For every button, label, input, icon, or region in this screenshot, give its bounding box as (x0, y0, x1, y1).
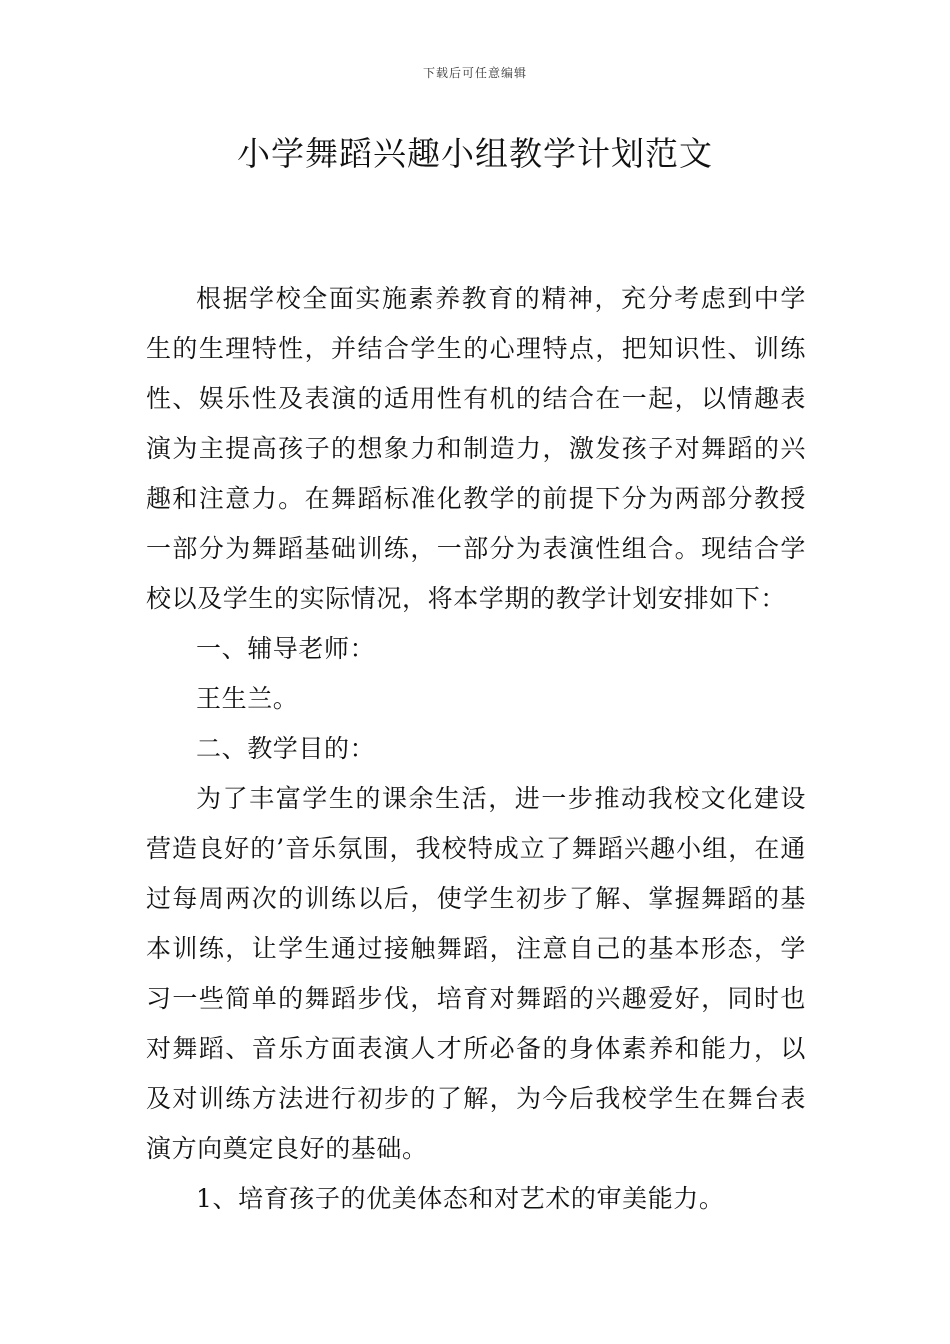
document-body (146, 274, 806, 1224)
paragraph-instructor-name: 王生兰。 (196, 684, 299, 713)
section-heading-instructor: 一、辅导老师： (196, 634, 376, 663)
document-title: 小学舞蹈兴趣小组教学计划范文 (237, 134, 713, 173)
paragraph-teaching-goal: 为了丰富学生的课余生活，进一步推动我校文化建设营造良好的’音乐氛围，我校特成立了舞蹈兴趣小组，在通过每周两次的训练以后，使学生初步了解、掌握舞蹈的基本训练，让学生通过接触舞蹈，注意自己的基本形态，学习一些简单的舞蹈步伐，培育对舞蹈的兴趣爱好，同时也对舞蹈、音乐方面表演人才所必备的身体素养和能力，以及对训练方法进行初步的了解，为今后我校学生在舞台表演方向奠定良好的基础。 (146, 784, 806, 1163)
paragraph-goal-item-1: 1、培育孩子的优美体态和对艺术的审美能力。 (196, 1184, 725, 1213)
page-header-note: 下载后可任意编辑 (422, 66, 527, 80)
section-heading-teaching-goal: 二、教学目的： (196, 734, 376, 763)
paragraph-intro: 根据学校全面实施素养教育的精神，充分考虑到中学生的生理特性，并结合学生的心理特点，把知识性、训练性、娱乐性及表演的适用性有机的结合在一起，以情趣表演为主提高孩子的想象力和制造力，激发孩子对舞蹈的兴趣和注意力。在舞蹈标准化教学的前提下分为两部分教授一部分为舞蹈基础训练，一部分为表演性组合。现结合学校以及学生的实际情况，将本学期的教学计划安排如下： (146, 284, 806, 613)
